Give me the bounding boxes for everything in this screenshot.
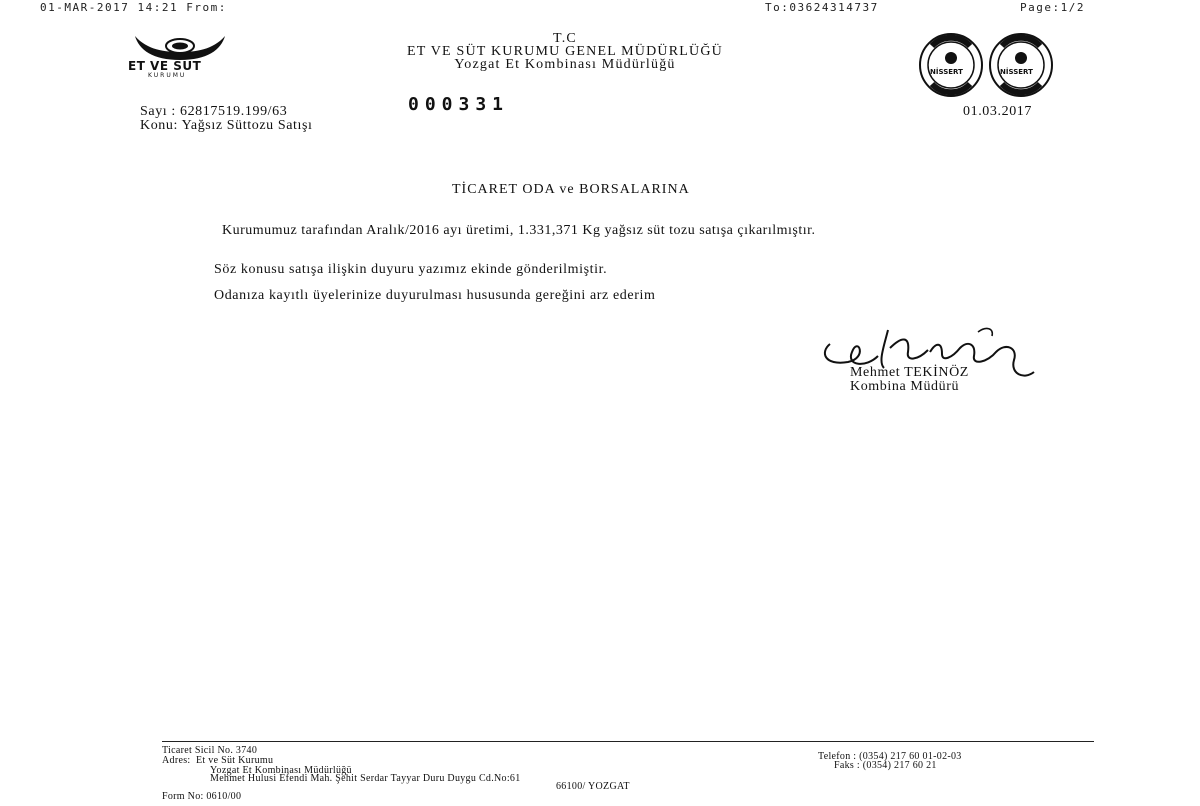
recipient: TİCARET ODA ve BORSALARINA: [452, 182, 690, 197]
registry-stamp-number: 000331: [408, 94, 510, 115]
header-institution: ET VE SÜT KURUMU GENEL MÜDÜRLÜĞÜ: [407, 44, 723, 59]
phone-number: Telefon : (0354) 217 60 01-02-03: [818, 751, 962, 762]
footer-divider: [162, 741, 1094, 742]
fax-number: Faks : (0354) 217 60 21: [834, 760, 937, 771]
fax-page-indicator: Page:1/2: [1020, 1, 1085, 14]
address-line-2: Yozgat Et Kombinası Müdürlüğü: [210, 765, 352, 776]
header-tc: T.C: [553, 31, 577, 46]
header-directorate: Yozgat Et Kombinası Müdürlüğü: [454, 57, 676, 72]
address-line-3: Mehmet Hulusi Efendi Mah. Şehit Serdar Tayyar Duru Duygu Cd.No:61: [210, 773, 521, 784]
address-label: Adres:: [162, 755, 191, 766]
address-line-4: 66100/ YOZGAT: [556, 781, 630, 792]
trade-registry-number: Ticaret Sicil No. 3740: [162, 745, 258, 756]
fax-timestamp: 01-MAR-2017 14:21 From:: [40, 1, 227, 14]
body-paragraph-3: Odanıza kayıtlı üyelerinize duyurulması hususunda gereğini arz ederim: [214, 288, 656, 303]
signatory-title: Kombina Müdürü: [850, 379, 960, 394]
certification-seal-icon: [918, 32, 984, 98]
certification-seal-icon: [988, 32, 1054, 98]
seal-label: NİSSERT: [1000, 68, 1033, 76]
signatory-name: Mehmet TEKİNÖZ: [850, 365, 969, 380]
body-paragraph-1: Kurumumuz tarafından Aralık/2016 ayı üretimi, 1.331,371 Kg yağsız süt tozu satışa çıkarılmıştır.: [222, 223, 816, 238]
fax-recipient-number: To:03624314737: [765, 1, 879, 14]
logo-text: ET VE SÜT: [128, 59, 202, 73]
document-date: 01.03.2017: [963, 104, 1032, 119]
body-paragraph-2: Söz konusu satışa ilişkin duyuru yazımız ekinde gönderilmiştir.: [214, 262, 608, 277]
seal-label: NİSSERT: [930, 68, 963, 76]
subject-line: Konu: Yağsız Süttozu Satışı: [140, 118, 313, 133]
address-line-1: Et ve Süt Kurumu: [196, 755, 274, 766]
logo-subtext: KURUMU: [148, 72, 187, 79]
form-number: Form No: 0610/00: [162, 791, 242, 802]
reference-number: Sayı : 62817519.199/63: [140, 104, 288, 119]
